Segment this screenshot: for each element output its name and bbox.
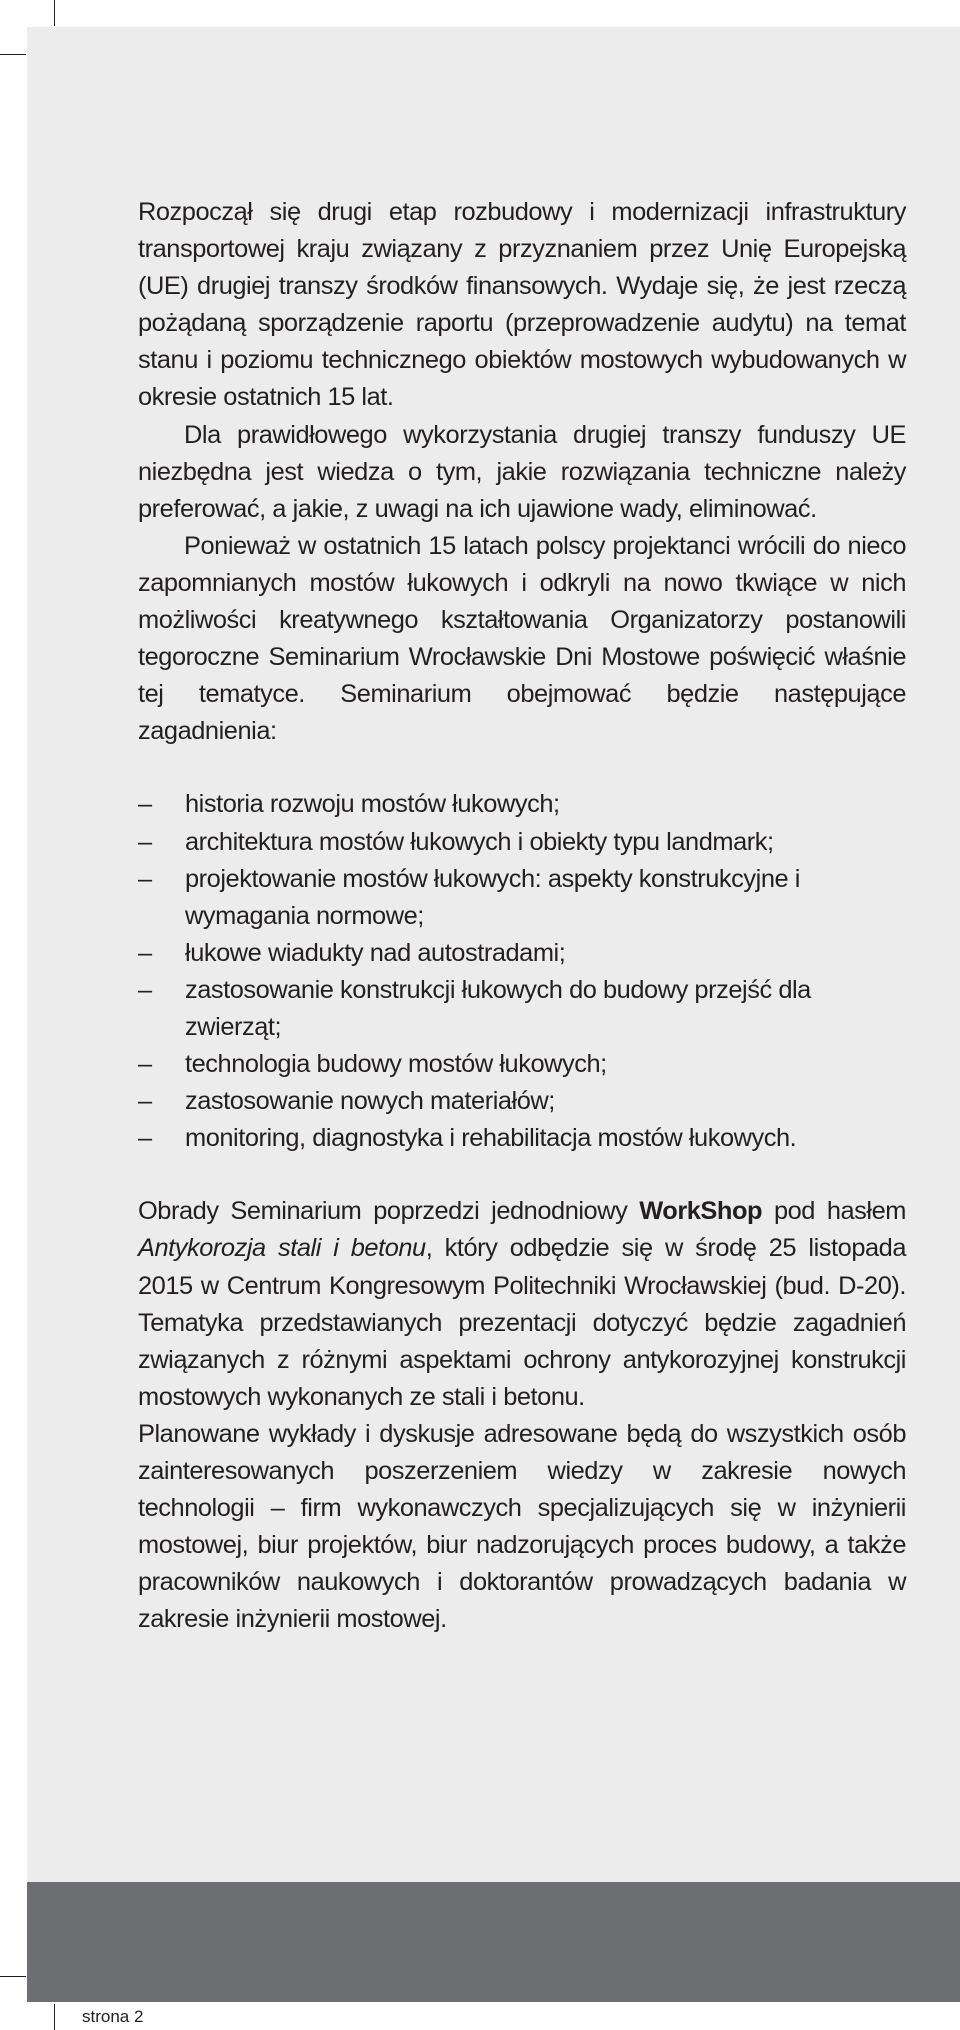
workshop-text-after: , który odbędzie się w środę 25 listopada 2015 w Centrum Kongresowym Politechniki Wrocławskiej (bud. D-20). Tematyka przedstawianych prezentacji dotyczyć będzie zagadnień związanych z różnymi aspektami ochrony antykorozyjnej konstrukcji mostowych wykonanych ze stali i betonu.	[138, 1234, 906, 1411]
funding-paragraph: Dla prawidłowego wykorzystania drugiej transzy funduszy UE niezbędna jest wiedza o tym, jakie rozwiązania techniczne należy preferować, a jakie, z uwagi na ich ujawione wady, eliminować.	[138, 420, 906, 523]
list-item	[138, 861, 906, 935]
list-item	[138, 935, 906, 972]
workshop-text-before: Obrady Seminarium poprzedzi jednodniowy	[138, 1197, 640, 1226]
main-text	[138, 194, 906, 1638]
page-number: strona 2	[82, 2007, 144, 2026]
footer-band	[27, 1882, 960, 2002]
workshop-paragraph	[138, 1193, 906, 1416]
list-item-text: zastosowanie nowych materiałów;	[185, 1087, 555, 1116]
crop-mark-bottom	[54, 2004, 55, 2030]
list-item-text: architektura mostów łukowych i obiekty typu landmark;	[185, 827, 774, 856]
list-item	[138, 972, 906, 1046]
list-item-text: technologia budowy mostów łukowych;	[185, 1050, 607, 1079]
spacer	[138, 750, 906, 786]
list-item	[138, 786, 906, 823]
workshop-title: Antykorozja stali i betonu	[138, 1234, 426, 1263]
list-dash: –	[138, 790, 152, 819]
list-item-text: projektowanie mostów łukowych: aspekty konstrukcyjne i wymagania normowe;	[185, 864, 800, 930]
list-item-text: monitoring, diagnostyka i rehabilitacja mostów łukowych.	[185, 1124, 797, 1153]
workshop-name: WorkShop	[639, 1197, 763, 1226]
list-dash: –	[138, 975, 152, 1004]
list-dash: –	[138, 827, 152, 856]
seminar-paragraph: Ponieważ w ostatnich 15 latach polscy projektanci wrócili do nieco zapomnianych mostów łukowych i odkryli na nowo tkwiące w nich możliwości kreatywnego kształtowania Organizatorzy postanowili tegoroczne Seminarium Wrocławskie Dni Mostowe poświęcić właśnie tej tematyce. Seminarium obejmować będzie następujące zagadnienia:	[138, 531, 906, 746]
closing-paragraph: Planowane wykłady i dyskusje adresowane będą do wszystkich osób zainteresowanych poszerzeniem wiedzy w zakresie nowych technologii – firm wykonawczych specjalizujących się w inżynierii mostowej, biur projektów, biur nadzorujących proces budowy, a także pracowników naukowych i doktorantów prowadzących badania w zakresie inżynierii mostowej.	[138, 1419, 906, 1634]
list-dash: –	[138, 864, 152, 893]
list-dash: –	[138, 1050, 152, 1079]
list-item	[138, 1046, 906, 1083]
topics-list	[138, 786, 906, 1157]
spacer	[138, 1157, 906, 1193]
list-item-text: zastosowanie konstrukcji łukowych do budowy przejść dla zwierząt;	[185, 975, 811, 1041]
crop-mark-bottom-left	[0, 1976, 26, 1977]
intro-paragraph: Rozpoczął się drugi etap rozbudowy i modernizacji infrastruktury transportowej kraju związany z przyznaniem przez Unię Europejską (UE) drugiej transzy środków finansowych. Wydaje się, że jest rzeczą pożądaną sporządzenie raportu (przeprowadzenie audytu) na temat stanu i poziomu technicznego obiektów mostowych wybudowanych w okresie ostatnich 15 lat.	[138, 198, 906, 412]
list-item-text: historia rozwoju mostów łukowych;	[185, 790, 560, 819]
workshop-text-middle: pod hasłem	[762, 1197, 906, 1226]
list-item	[138, 824, 906, 861]
list-item-text: łukowe wiadukty nad autostradami;	[185, 938, 566, 967]
crop-mark-top-left	[0, 54, 26, 55]
list-dash: –	[138, 1124, 152, 1153]
crop-mark-top	[54, 0, 55, 26]
list-dash: –	[138, 938, 152, 967]
list-dash: –	[138, 1087, 152, 1116]
list-item	[138, 1083, 906, 1120]
list-item	[138, 1120, 906, 1157]
